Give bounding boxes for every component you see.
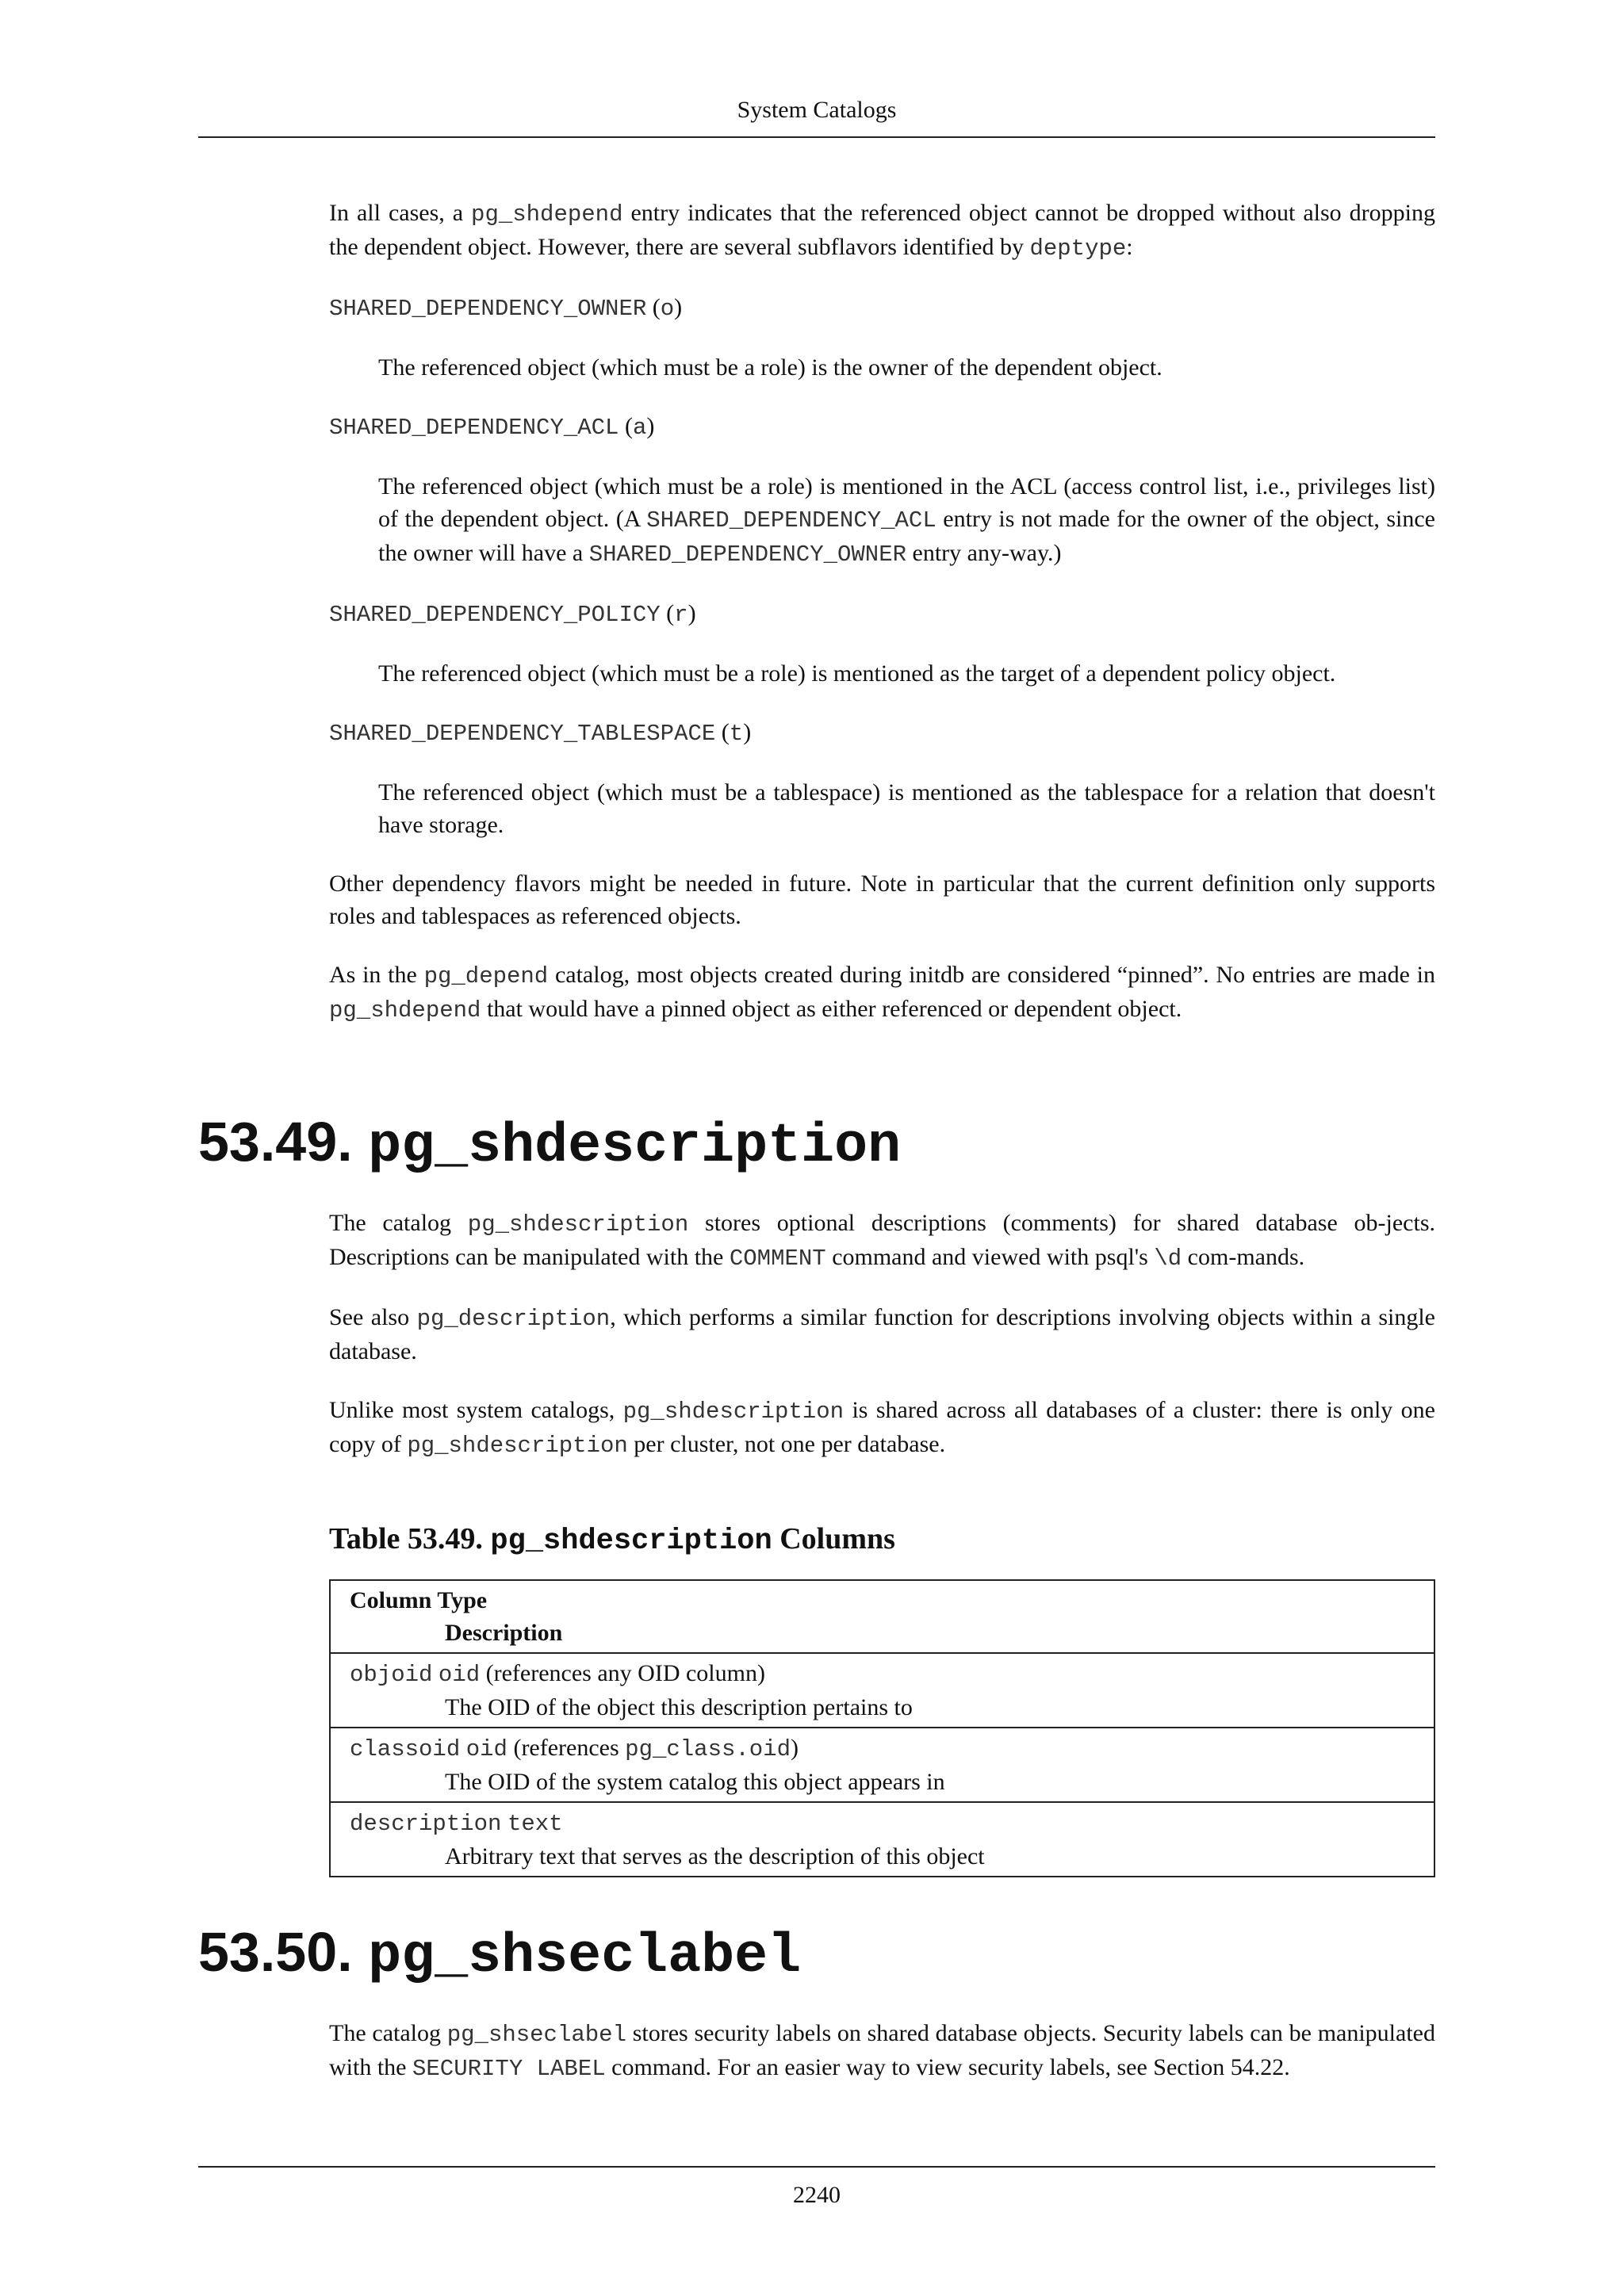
header-rule bbox=[198, 136, 1435, 138]
sec50-paragraph-1: The catalog pg_shseclabel stores security labels on shared database objects. Security labels can be manipulated with the SECURITY LABEL command. For an easier way to view security labels, see Section 54.22. bbox=[329, 2020, 1435, 2082]
section-heading-pg-shseclabel: 53.50. pg_shseclabel bbox=[198, 1921, 802, 1988]
running-header: System Catalogs bbox=[737, 97, 897, 123]
table-row bbox=[330, 1653, 1434, 1728]
column-description: Arbitrary text that serves as the description of this object bbox=[445, 1843, 985, 1869]
flavor-def-policy: The referenced object (which must be a role) is mentioned as the target of a dependent policy object. bbox=[378, 660, 1336, 687]
section-50-body bbox=[329, 2017, 1435, 2085]
flavor-def-acl: The referenced object (which must be a role) is mentioned in the ACL (access control list, i.e., privileges list) of the dependent object. (A SHARED_DEPENDENCY_ACL entry is not made for the owner of the object, since the owner will have a SHARED_DEPENDENCY_OWNER entry any-way.) bbox=[378, 473, 1435, 568]
table-header-row bbox=[330, 1580, 1434, 1653]
sec49-paragraph-3: Unlike most system catalogs, pg_shdescription is shared across all databases of a cluster: there is only one copy of pg_shdescription per cluster, not one per database. bbox=[329, 1397, 1435, 1459]
column-description: The OID of the object this description pertains to bbox=[445, 1694, 913, 1720]
columns-table bbox=[329, 1579, 1435, 1877]
column-signature: classoid oid (references pg_class.oid) bbox=[350, 1735, 799, 1762]
table-row bbox=[330, 1728, 1434, 1802]
flavor-term-policy: SHARED_DEPENDENCY_POLICY (r) bbox=[329, 600, 696, 628]
section-heading-pg-shdescription: 53.49. pg_shdescription bbox=[198, 1111, 902, 1178]
column-signature: objoid oid (references any OID column) bbox=[350, 1660, 765, 1688]
flavor-def-tablespace: The referenced object (which must be a tablespace) is mentioned as the tablespace for a relation that doesn't have storage. bbox=[378, 779, 1435, 838]
footer-rule bbox=[198, 2166, 1435, 2168]
intro-block bbox=[329, 197, 1435, 1027]
section-49-body bbox=[329, 1207, 1435, 1462]
sec49-paragraph-2: See also pg_description, which performs a similar function for descriptions involving objects within a single database. bbox=[329, 1304, 1435, 1364]
pinned-paragraph: As in the pg_depend catalog, most objects created during initdb are considered “pinned”. No entries are made in pg_shdepend that would have a pinned object as either referenced or dependent object. bbox=[329, 962, 1435, 1024]
flavor-def-owner: The referenced object (which must be a role) is the owner of the dependent object. bbox=[378, 354, 1162, 381]
page-number: 2240 bbox=[793, 2182, 841, 2208]
header-description: Description bbox=[445, 1620, 563, 1646]
column-description: The OID of the system catalog this object appears in bbox=[445, 1769, 945, 1795]
flavor-term-acl: SHARED_DEPENDENCY_ACL (a) bbox=[329, 413, 655, 441]
table-caption: Table 53.49. pg_shdescription Columns bbox=[329, 1522, 895, 1558]
header-column-type: Column Type bbox=[350, 1587, 488, 1613]
flavor-term-owner: SHARED_DEPENDENCY_OWNER (o) bbox=[329, 294, 683, 322]
other-flavors-paragraph: Other dependency flavors might be needed in future. Note in particular that the current definition only supports roles and tablespaces as referenced objects. bbox=[329, 871, 1435, 929]
sec49-paragraph-1: The catalog pg_shdescription stores optional descriptions (comments) for shared database ob-jects. Descriptions can be manipulated with the COMMENT command and viewed with psql's \d com-mands. bbox=[329, 1210, 1435, 1272]
flavor-term-tablespace: SHARED_DEPENDENCY_TABLESPACE (t) bbox=[329, 719, 752, 747]
table-row bbox=[330, 1802, 1434, 1877]
intro-paragraph: In all cases, a pg_shdepend entry indicates that the referenced object cannot be dropped without also dropping the dependent object. However, there are several subflavors identified by deptype: bbox=[329, 200, 1435, 262]
column-signature: description text bbox=[350, 1811, 563, 1837]
